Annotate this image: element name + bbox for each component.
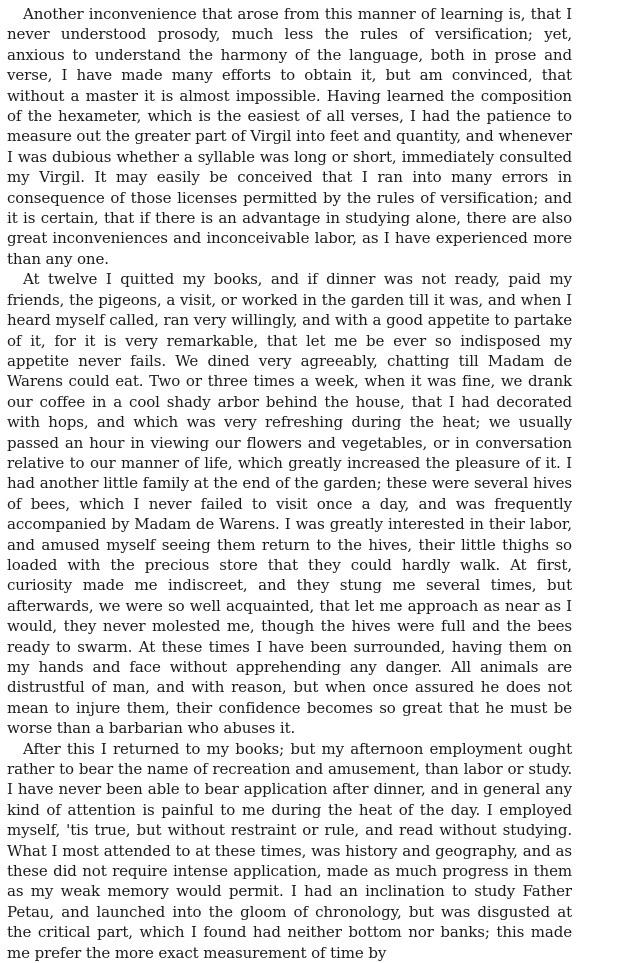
paragraph-afternoon-studies: After this I returned to my books; but my afternoon employment ought rather to bear the name of recreation and amusement, than labor or study. I have never been able to bear application after dinner, and in general any kind of attention is painful to me during the heat of the day. I employed myself, 'tis true, but without restraint or rule, and read without studying. What I most attended to at these times, was history and geography, and as these did not require intense application, made as much progress in them as my weak memory would permit. I had an inclination to study Father Petau, and launched into the gloom of chronology, but was disgusted at the critical part, which I found had neither bottom nor banks; this made me prefer the more exact measurement of time by bbox=[7, 739, 572, 962]
paragraph-prosody: Another inconvenience that arose from this manner of learning is, that I never understood prosody, much less the rules of versification; yet, anxious to understand the harmony of the language, both in prose and verse, I have made many efforts to obtain it, but am convinced, that without a master it is almost impossible. Having learned the composition of the hexameter, which is the easiest of all verses, I had the patience to measure out the greater part of Virgil into feet and quantity, and whenever I was dubious whether a syllable was long or short, immediately consulted my Virgil. It may easily be conceived that I ran into many errors in consequence of those licenses permitted by the rules of versification; and it is certain, that if there is an advantage in studying alone, there are also great inconveniences and inconceivable labor, as I have experienced more than any one. bbox=[7, 5, 572, 268]
paragraph-garden-and-bees: At twelve I quitted my books, and if dinner was not ready, paid my friends, the pigeons, a visit, or worked in the garden till it was, and when I heard myself called, ran very willingly, and with a good appetite to partake of it, for it is very remarkable, that let me be ever so indisposed my appetite never fails. We dined very agreeably, chatting till Madam de Warens could eat. Two or three times a week, when it was fine, we drank our coffee in a cool shady arbor behind the house, that I had decorated with hops, and which was very refreshing during the heat; we usually passed an hour in viewing our flowers and vegetables, or in conversation relative to our manner of life, which greatly increased the pleasure of it. I had another little family at the end of the garden; these were several hives of bees, which I never failed to visit once a day, and was frequently accompanied by Madam de Warens. I was greatly interested in their labor, and amused myself seeing them return to the hives, their little thighs so loaded with the precious store that they could hardly walk. At first, curiosity made me indiscreet, and they stung me several times, but afterwards, we were so well acquainted, that let me approach as near as I would, they never molested me, though the hives were full and the bees ready to swarm. At these times I have been surrounded, having them on my hands and face without apprehending any danger. All animals are distrustful of man, and with reason, but when once assured he does not mean to injure them, their confidence becomes so great that he must be worse than a barbarian who abuses it. bbox=[7, 270, 572, 738]
